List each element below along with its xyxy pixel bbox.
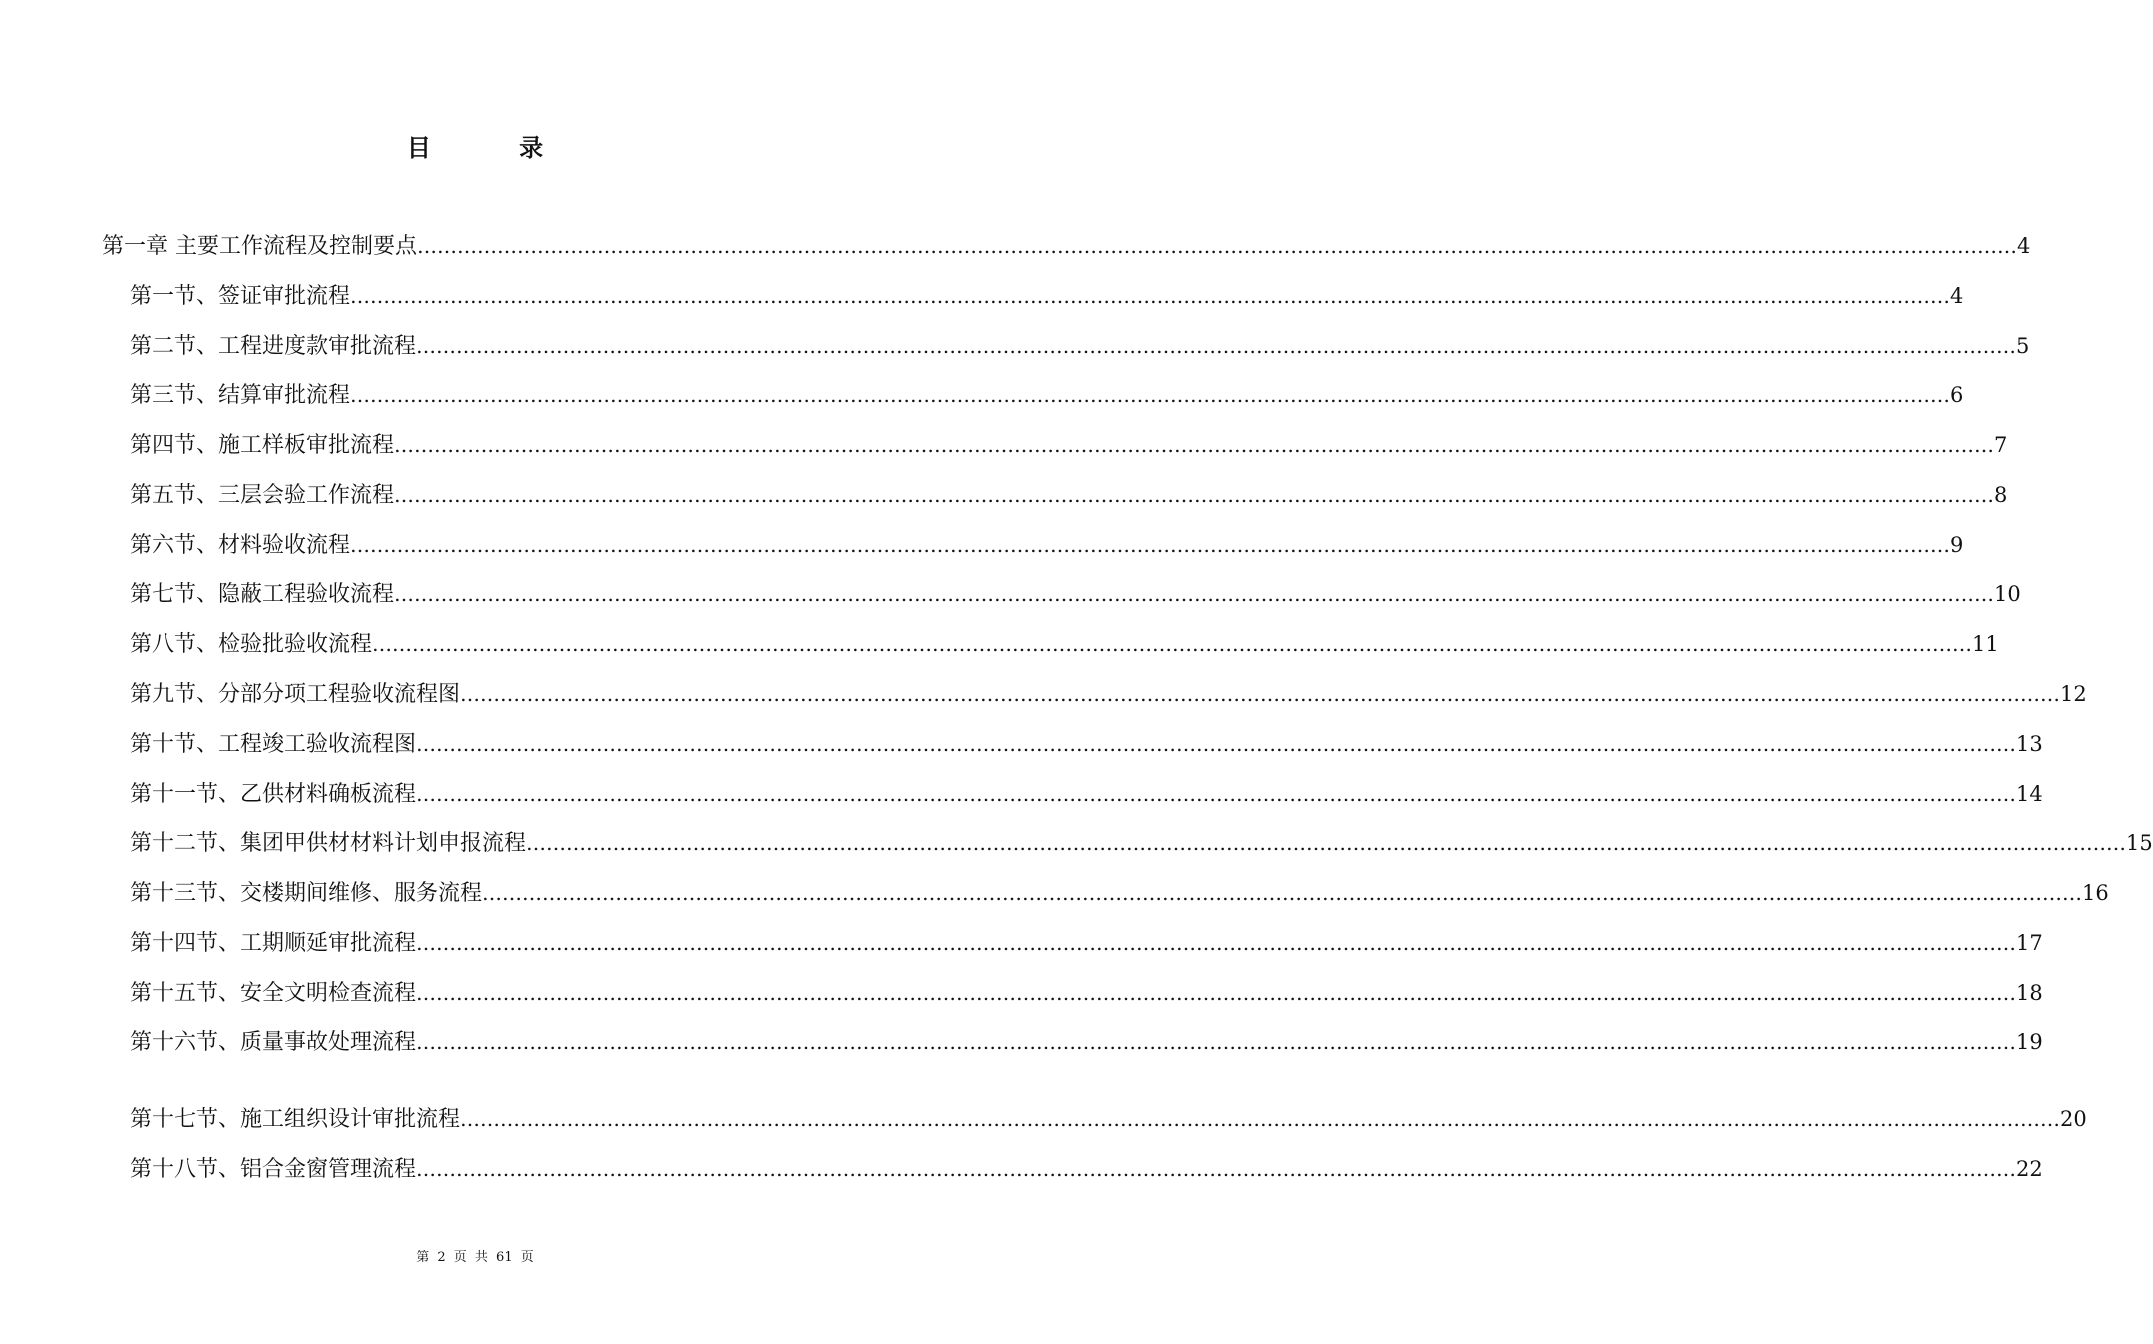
toc-entry-section-18[interactable] (130, 1154, 2043, 1184)
toc-entry-section-11[interactable] (130, 779, 2043, 809)
toc-entry-section-14[interactable] (130, 928, 2043, 958)
toc-entry-section-1[interactable] (130, 281, 1964, 311)
toc-leader-dots: …………………………………………………………………………………………………………………………………………………………………………………………………………………… (416, 334, 2017, 358)
toc-entry-label: 第十二节、集团甲供材材料计划申报流程 (130, 831, 527, 856)
toc-entry-section-7[interactable] (130, 579, 2021, 609)
toc-leader-dots: …………………………………………………………………………………………………………………………………………………………………………………………………………………… (417, 234, 2017, 258)
toc-entry-page: 22 (2016, 1157, 2043, 1181)
toc-entry-page: 14 (2016, 782, 2043, 806)
toc-entry-page: 6 (1950, 383, 1964, 407)
toc-entry-label: 第二节、工程进度款审批流程 (130, 334, 417, 359)
toc-leader-dots: …………………………………………………………………………………………………………………………………………………………………………………………………………………… (416, 981, 2017, 1005)
toc-leader-dots: …………………………………………………………………………………………………………………………………………………………………………………………………………………… (460, 1107, 2061, 1131)
toc-entry-page: 19 (2016, 1030, 2043, 1054)
toc-entry-chapter-1[interactable] (102, 231, 2031, 261)
toc-entry-section-8[interactable] (130, 629, 1999, 659)
toc-entry-label: 第六节、材料验收流程 (130, 533, 351, 558)
toc-entry-section-3[interactable] (130, 380, 1964, 410)
toc-entry-label: 第三节、结算审批流程 (130, 383, 351, 408)
toc-entry-page: 20 (2060, 1107, 2087, 1131)
toc-leader-dots: …………………………………………………………………………………………………………………………………………………………………………………………………………………… (416, 1030, 2017, 1054)
toc-entry-label: 第十六节、质量事故处理流程 (130, 1030, 417, 1055)
toc-entry-page: 17 (2016, 931, 2043, 955)
toc-entry-label: 第十八节、铝合金窗管理流程 (130, 1157, 417, 1182)
toc-entry-page: 8 (1994, 483, 2008, 507)
page-footer: 第 2 页 共 61 页 (416, 1250, 534, 1265)
toc-leader-dots: …………………………………………………………………………………………………………………………………………………………………………………………………………………… (526, 831, 2127, 855)
toc-entry-section-15[interactable] (130, 978, 2043, 1008)
toc-entry-label: 第九节、分部分项工程验收流程图 (130, 682, 461, 707)
toc-leader-dots: …………………………………………………………………………………………………………………………………………………………………………………………………………………… (394, 483, 1995, 507)
toc-leader-dots: …………………………………………………………………………………………………………………………………………………………………………………………………………………… (350, 284, 1951, 308)
toc-entry-label: 第十五节、安全文明检查流程 (130, 981, 417, 1006)
toc-entry-section-13[interactable] (130, 878, 2109, 908)
toc-entry-page: 11 (1972, 632, 1999, 656)
toc-leader-dots: …………………………………………………………………………………………………………………………………………………………………………………………………………………… (372, 632, 1973, 656)
toc-leader-dots: …………………………………………………………………………………………………………………………………………………………………………………………………………………… (416, 732, 2017, 756)
toc-leader-dots: …………………………………………………………………………………………………………………………………………………………………………………………………………………… (350, 383, 1951, 407)
toc-entry-page: 9 (1950, 533, 1964, 557)
toc-entry-section-6[interactable] (130, 530, 1964, 560)
toc-entry-label: 第五节、三层会验工作流程 (130, 483, 395, 508)
toc-entry-page: 10 (1994, 582, 2021, 606)
toc-entry-label: 第十三节、交楼期间维修、服务流程 (130, 881, 483, 906)
toc-entry-section-12[interactable] (130, 828, 2153, 858)
toc-leader-dots: …………………………………………………………………………………………………………………………………………………………………………………………………………………… (416, 931, 2017, 955)
toc-entry-label: 第八节、检验批验收流程 (130, 632, 373, 657)
toc-entry-label: 第十四节、工期顺延审批流程 (130, 931, 417, 956)
toc-entry-label: 第一节、签证审批流程 (130, 284, 351, 309)
toc-entry-section-9[interactable] (130, 679, 2087, 709)
toc-leader-dots: …………………………………………………………………………………………………………………………………………………………………………………………………………………… (394, 582, 1995, 606)
toc-entry-page: 13 (2016, 732, 2043, 756)
toc-entry-section-5[interactable] (130, 480, 2008, 510)
toc-leader-dots: …………………………………………………………………………………………………………………………………………………………………………………………………………………… (460, 682, 2061, 706)
toc-entry-page: 7 (1994, 433, 2008, 457)
toc-entry-section-16[interactable] (130, 1027, 2043, 1057)
toc-leader-dots: …………………………………………………………………………………………………………………………………………………………………………………………………………………… (416, 1157, 2017, 1181)
toc-entry-label: 第十七节、施工组织设计审批流程 (130, 1107, 461, 1132)
toc-entry-page: 15 (2126, 831, 2153, 855)
toc-leader-dots: …………………………………………………………………………………………………………………………………………………………………………………………………………………… (394, 433, 1995, 457)
toc-entry-label: 第十节、工程竣工验收流程图 (130, 732, 417, 757)
toc-entry-page: 16 (2082, 881, 2109, 905)
page-title: 目 录 (406, 133, 584, 162)
toc-leader-dots: …………………………………………………………………………………………………………………………………………………………………………………………………………………… (350, 533, 1951, 557)
toc-entry-label: 第七节、隐蔽工程验收流程 (130, 582, 395, 607)
toc-entry-page: 5 (2016, 334, 2030, 358)
toc-entry-page: 4 (1950, 284, 1964, 308)
toc-entry-page: 18 (2016, 981, 2043, 1005)
toc-leader-dots: …………………………………………………………………………………………………………………………………………………………………………………………………………………… (482, 881, 2083, 905)
toc-entry-label: 第一章 主要工作流程及控制要点 (102, 234, 417, 259)
toc-entry-section-2[interactable] (130, 331, 2030, 361)
toc-entry-label: 第十一节、乙供材料确板流程 (130, 782, 417, 807)
toc-entry-section-17[interactable] (130, 1104, 2087, 1134)
toc-leader-dots: …………………………………………………………………………………………………………………………………………………………………………………………………………………… (416, 782, 2017, 806)
toc-entry-page: 12 (2060, 682, 2087, 706)
toc-entry-label: 第四节、施工样板审批流程 (130, 433, 395, 458)
toc-entry-section-4[interactable] (130, 430, 2008, 460)
toc-entry-section-10[interactable] (130, 729, 2043, 759)
toc-entry-page: 4 (2017, 234, 2031, 258)
